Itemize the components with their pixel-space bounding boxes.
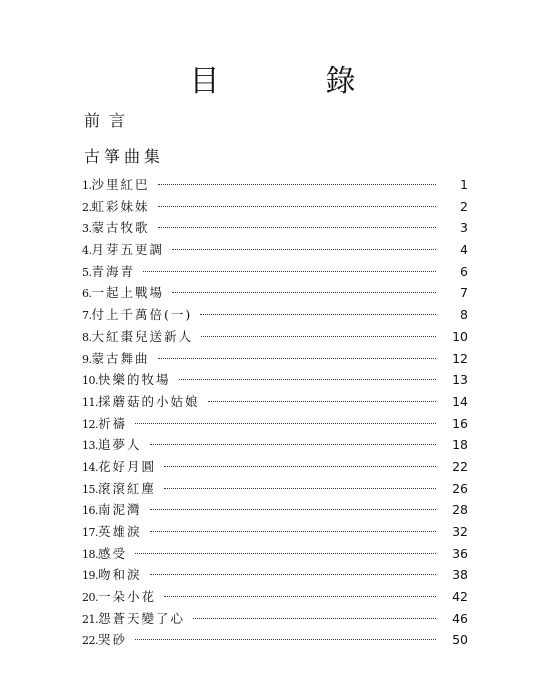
entry-page-number: 16 [452, 415, 468, 431]
toc-entry [82, 413, 468, 435]
entry-number: 9. [82, 352, 92, 366]
entry-number: 22. [82, 634, 98, 648]
toc-entry [82, 217, 468, 239]
entry-title: 蒙古舞曲 [91, 350, 150, 366]
entry-title: 大紅棗兒送新人 [91, 328, 194, 344]
entry-number: 14. [82, 460, 98, 474]
entry-title: 感受 [98, 545, 128, 561]
entry-title: 月芽五更調 [91, 242, 165, 258]
preface-heading: 前言 [84, 111, 135, 130]
dot-leader [135, 423, 436, 424]
entry-title: 花好月圓 [98, 458, 157, 474]
entry-number: 11. [82, 395, 98, 409]
dot-leader [164, 596, 436, 597]
toc-list [82, 174, 468, 651]
entry-title: 沙里紅巴 [91, 177, 150, 192]
entry-page-number: 42 [452, 589, 468, 605]
dot-leader [158, 227, 436, 228]
entry-number: 6. [82, 287, 92, 301]
entry-title: 青海青 [91, 263, 136, 279]
entry-page-number: 2 [460, 198, 468, 214]
dot-leader [150, 574, 436, 575]
entry-title: 南泥灣 [98, 502, 142, 518]
entry-page-number: 46 [452, 610, 468, 626]
entry-page-number: 6 [460, 263, 468, 279]
toc-entry [82, 499, 468, 521]
entry-number: 18. [82, 547, 98, 561]
dot-leader [164, 488, 436, 489]
entry-page-number: 7 [460, 285, 468, 301]
entry-page-number: 4 [460, 242, 468, 258]
toc-entry [82, 586, 468, 608]
entry-page-number: 28 [452, 502, 468, 518]
entry-title: 怨蒼天變了心 [98, 610, 186, 626]
entry-page-number: 3 [460, 220, 468, 236]
entry-number: 4. [82, 244, 92, 258]
dot-leader [150, 444, 436, 445]
page-title: 目 錄 [189, 64, 394, 99]
dot-leader [179, 379, 436, 380]
entry-title: 一朵小花 [98, 589, 157, 605]
toc-entry [82, 196, 468, 218]
entry-title: 蒙古牧歌 [91, 220, 150, 236]
entry-page-number: 12 [452, 350, 468, 366]
entry-number: 5. [82, 265, 92, 279]
entry-number: 15. [82, 482, 98, 496]
entry-page-number: 38 [452, 567, 468, 583]
entry-title: 虹彩妹妹 [91, 198, 150, 214]
toc-entry [82, 348, 468, 370]
toc-entry [82, 174, 468, 196]
entry-page-number: 1 [460, 177, 468, 192]
entry-page-number: 26 [452, 480, 468, 496]
dot-leader [200, 314, 436, 315]
entry-number: 13. [82, 439, 98, 453]
entry-title: 祈禱 [98, 415, 128, 431]
dot-leader [193, 618, 436, 619]
entry-title: 滾滾紅塵 [98, 480, 157, 496]
entry-page-number: 10 [452, 328, 468, 344]
dot-leader [135, 553, 436, 554]
entry-title: 一起上戰場 [91, 285, 165, 301]
entry-number: 8. [82, 330, 92, 344]
toc-entry [82, 434, 468, 456]
entry-page-number: 50 [452, 632, 468, 648]
dot-leader [158, 206, 436, 207]
entry-page-number: 8 [460, 307, 468, 323]
entry-title: 追夢人 [98, 437, 142, 453]
entry-page-number: 14 [452, 393, 468, 409]
toc-entry [82, 608, 468, 630]
dot-leader [172, 292, 436, 293]
entry-number: 12. [82, 417, 98, 431]
dot-leader [143, 271, 436, 272]
entry-page-number: 32 [452, 524, 468, 539]
entry-number: 16. [82, 504, 98, 518]
section-heading: 古箏曲集 [84, 147, 165, 166]
dot-leader [208, 401, 436, 402]
toc-entry [82, 304, 468, 326]
toc-entry [82, 239, 468, 261]
entry-page-number: 18 [452, 437, 468, 453]
toc-entry [82, 282, 468, 304]
dot-leader [158, 358, 436, 359]
toc-entry [82, 326, 468, 348]
entry-title: 付上千萬倍(一) [91, 307, 193, 323]
entry-title: 採蘑菇的小姑娘 [98, 393, 200, 409]
dot-leader [201, 336, 436, 337]
toc-entry [82, 521, 468, 543]
entry-page-number: 22 [452, 458, 468, 474]
entry-number: 1. [82, 179, 92, 192]
entry-number: 19. [82, 569, 98, 583]
entry-title: 英雄淚 [98, 524, 142, 539]
dot-leader [150, 509, 436, 510]
entry-number: 3. [82, 222, 92, 236]
entry-title: 哭砂 [98, 632, 128, 648]
toc-entry [82, 391, 468, 413]
toc-entry [82, 629, 468, 651]
entry-number: 17. [82, 526, 98, 539]
dot-leader [150, 531, 436, 532]
dot-leader [164, 466, 436, 467]
toc-entry [82, 369, 468, 391]
toc-entry [82, 543, 468, 565]
toc-entry [82, 478, 468, 500]
entry-number: 7. [82, 309, 92, 323]
entry-title: 吻和淚 [98, 567, 142, 583]
entry-page-number: 13 [452, 372, 468, 388]
dot-leader [172, 249, 436, 250]
entry-number: 21. [82, 612, 98, 626]
toc-entry [82, 261, 468, 283]
toc-entry [82, 564, 468, 586]
toc-entry [82, 456, 468, 478]
entry-number: 10. [82, 374, 98, 388]
entry-number: 2. [82, 200, 92, 214]
entry-page-number: 36 [452, 545, 468, 561]
dot-leader [135, 639, 436, 640]
dot-leader [158, 184, 436, 185]
entry-title: 快樂的牧場 [98, 372, 171, 388]
entry-number: 20. [82, 591, 98, 605]
